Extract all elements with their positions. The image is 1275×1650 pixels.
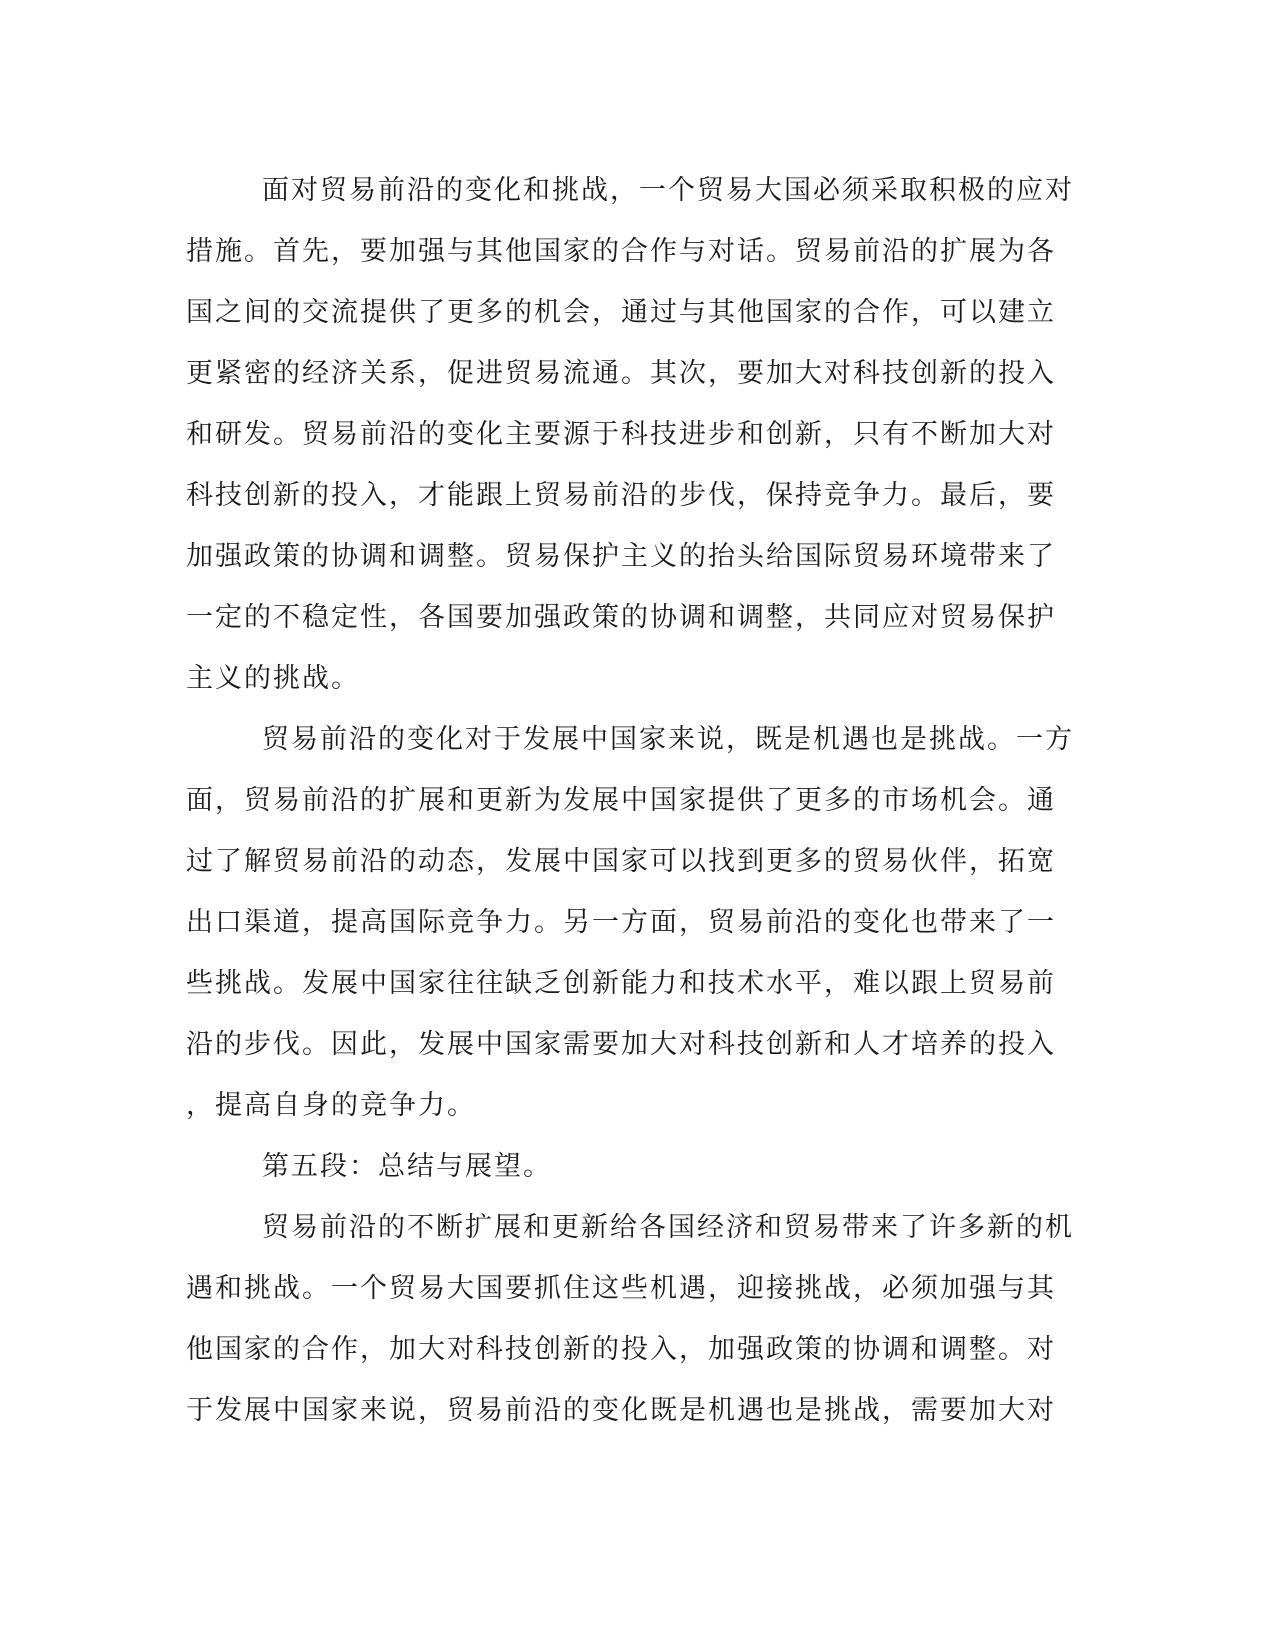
paragraph-line: 面对贸易前沿的变化和挑战，一个贸易大国必须采取积极的应对 bbox=[262, 175, 1074, 206]
paragraph-line: 科技创新的投入，才能跟上贸易前沿的步伐，保持竞争力。最后，要 bbox=[186, 480, 1056, 511]
paragraph-line: 措施。首先，要加强与其他国家的合作与对话。贸易前沿的扩展为各 bbox=[186, 236, 1056, 267]
document-body bbox=[186, 160, 1076, 1441]
paragraph-line: 贸易前沿的变化对于发展中国家来说，既是机遇也是挑战。一方 bbox=[262, 724, 1074, 755]
paragraph-line: 于发展中国家来说，贸易前沿的变化既是机遇也是挑战，需要加大对 bbox=[186, 1395, 1056, 1426]
paragraph-line: ，提高自身的竞争力。 bbox=[186, 1090, 476, 1121]
paragraph-line: 主义的挑战。 bbox=[186, 663, 360, 694]
paragraph-line: 一定的不稳定性，各国要加强政策的协调和调整，共同应对贸易保护 bbox=[186, 602, 1056, 633]
paragraph-line: 更紧密的经济关系，促进贸易流通。其次，要加大对科技创新的投入 bbox=[186, 358, 1056, 389]
paragraph-line: 面，贸易前沿的扩展和更新为发展中国家提供了更多的市场机会。通 bbox=[186, 785, 1056, 816]
paragraph-line: 国之间的交流提供了更多的机会，通过与其他国家的合作，可以建立 bbox=[186, 297, 1056, 328]
paragraph-line: 出口渠道，提高国际竞争力。另一方面，贸易前沿的变化也带来了一 bbox=[186, 907, 1056, 938]
paragraph-line: 他国家的合作，加大对科技创新的投入，加强政策的协调和调整。对 bbox=[186, 1334, 1056, 1365]
paragraph-line: 加强政策的协调和调整。贸易保护主义的抬头给国际贸易环境带来了 bbox=[186, 541, 1056, 572]
paragraph-line: 沿的步伐。因此，发展中国家需要加大对科技创新和人才培养的投入 bbox=[186, 1029, 1056, 1060]
paragraph-line: 些挑战。发展中国家往往缺乏创新能力和技术水平，难以跟上贸易前 bbox=[186, 968, 1056, 999]
section-heading: 第五段：总结与展望。 bbox=[262, 1151, 552, 1182]
paragraph-line: 贸易前沿的不断扩展和更新给各国经济和贸易带来了许多新的机 bbox=[262, 1212, 1074, 1243]
paragraph-line: 遇和挑战。一个贸易大国要抓住这些机遇，迎接挑战，必须加强与其 bbox=[186, 1273, 1056, 1304]
paragraph-line: 过了解贸易前沿的动态，发展中国家可以找到更多的贸易伙伴，拓宽 bbox=[186, 846, 1056, 877]
paragraph-line: 和研发。贸易前沿的变化主要源于科技进步和创新，只有不断加大对 bbox=[186, 419, 1056, 450]
